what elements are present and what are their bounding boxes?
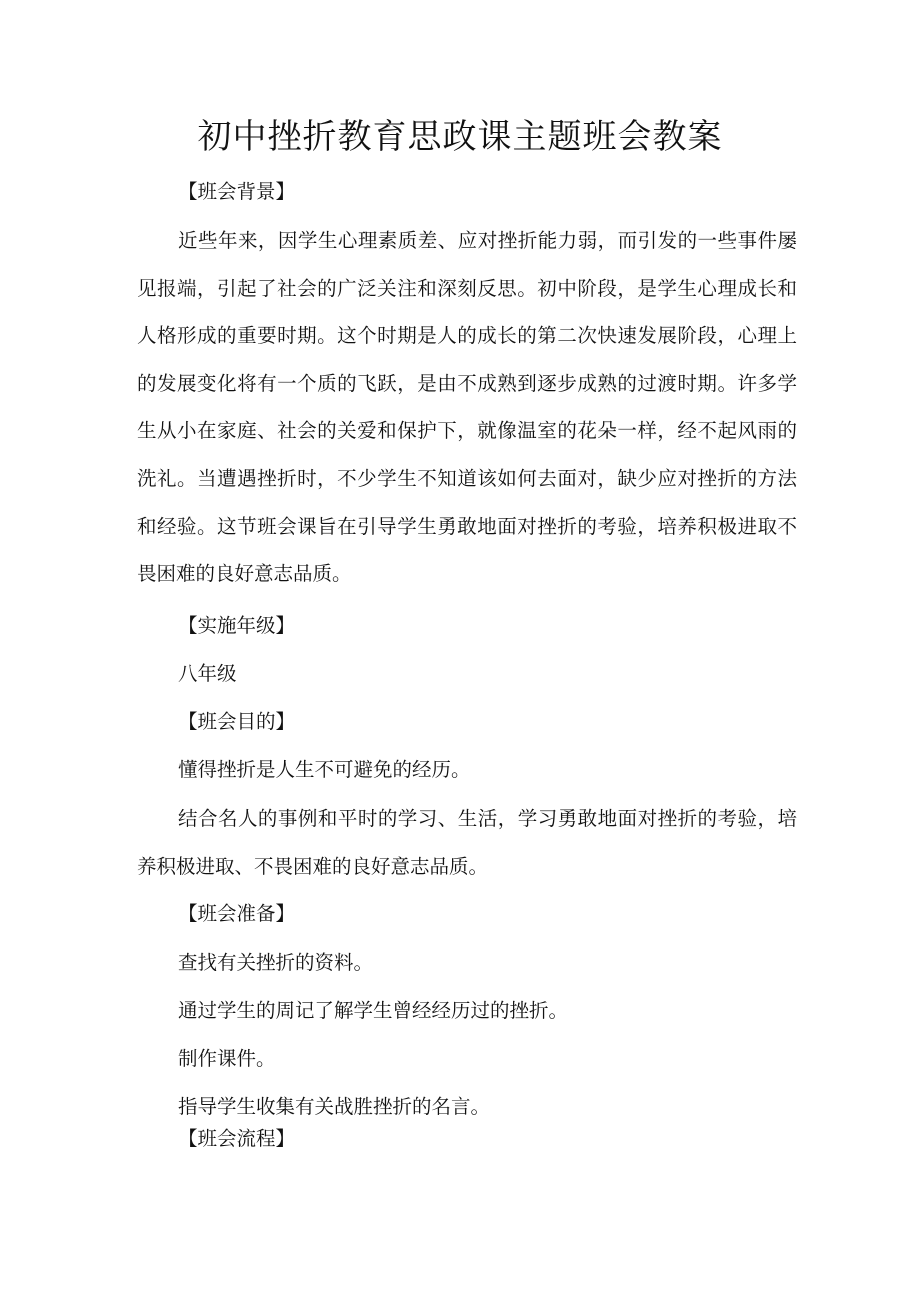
grade-value: 八年级: [178, 662, 237, 685]
preparation-item-2: 通过学生的周记了解学生曾经经历过的挫折。: [178, 999, 569, 1022]
background-paragraph: 近些年来，因学生心理素质差、应对挫折能力弱，而引发的一些事件屡见报端，引起了社会的广泛关注和深刻反思。初中阶段，是学生心理成长和人格形成的重要时期。这个时期是人的成长的第二次快速发展阶段，心理上的发展变化将有一个质的飞跃，是由不成熟到逐步成熟的过渡时期。许多学生从小在家庭、社会的关爱和保护下，就像温室的花朵一样，经不起风雨的洗礼。当遭遇挫折时，不少学生不知道该如何去面对，缺少应对挫折的方法和经验。这节班会课旨在引导学生勇敢地面对挫折的考验，培养积极进取不畏困难的良好意志品质。: [137, 229, 797, 586]
section-heading-process: 【班会流程】: [178, 1127, 296, 1150]
section-heading-background: 【班会背景】: [178, 180, 296, 203]
page-title: 初中挫折教育思政课主题班会教案: [197, 117, 723, 157]
preparation-item-3: 制作课件。: [178, 1047, 276, 1070]
section-heading-grade: 【实施年级】: [178, 614, 296, 637]
purpose-item-1: 懂得挫折是人生不可避免的经历。: [178, 758, 471, 781]
section-heading-purpose: 【班会目的】: [178, 710, 296, 733]
preparation-item-4: 指导学生收集有关战胜挫折的名言。: [178, 1095, 491, 1118]
purpose-item-2: 结合名人的事例和平时的学习、生活，学习勇敢地面对挫折的考验，培养积极进取、不畏困难的良好意志品质。: [137, 807, 797, 878]
section-heading-preparation: 【班会准备】: [178, 902, 296, 925]
preparation-item-1: 查找有关挫折的资料。: [178, 951, 374, 974]
